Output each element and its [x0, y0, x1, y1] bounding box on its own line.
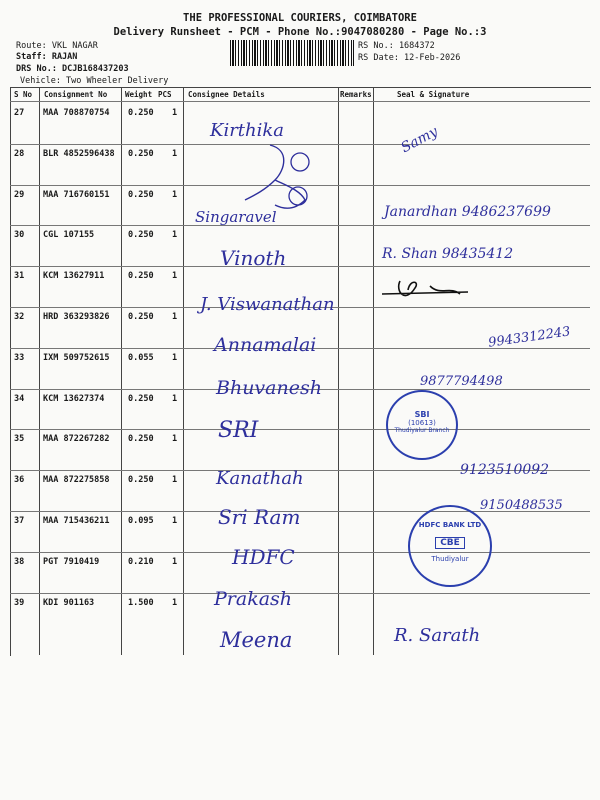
handwritten-name: J. Viswanathan: [200, 294, 335, 315]
handwritten-signature: 9877794498: [420, 374, 503, 389]
cell-consignment: HRD 363293826: [43, 312, 110, 322]
handwritten-name: Annamalai: [214, 334, 317, 356]
row-divider: [10, 552, 590, 553]
row-divider: [10, 225, 590, 226]
cell-weight: 1.500: [128, 597, 154, 608]
drs-number: DRS No.: DCJB168437203: [16, 64, 129, 74]
cell-weight: 0.250: [128, 271, 154, 282]
cell-sno: 38: [14, 556, 25, 567]
sbi-stamp-name: SBI: [414, 410, 430, 419]
header-rule: [10, 101, 590, 102]
column-divider: [39, 87, 40, 655]
column-divider: [183, 87, 184, 655]
header-weight: Weight: [125, 90, 153, 99]
handwritten-name: SRI: [218, 418, 259, 443]
hdfc-stamp-code: CBE: [435, 537, 465, 549]
route-label: Route: VKL NAGAR: [16, 41, 98, 51]
cell-weight: 0.250: [128, 108, 154, 118]
handwritten-signature: 9123510092: [460, 462, 550, 478]
cell-pcs: 1: [172, 556, 178, 567]
cell-consignment: PGT 7910419: [43, 556, 100, 567]
handwritten-name: Meena: [220, 628, 293, 652]
column-divider: [121, 87, 122, 655]
handwritten-name: Kanathah: [216, 468, 304, 489]
handwritten-name: Prakash: [214, 588, 293, 610]
cell-consignment: MAA 716760151: [43, 189, 110, 200]
header-pcs: PCS: [158, 90, 172, 99]
cell-sno: 37: [14, 516, 25, 526]
column-divider: [338, 87, 339, 655]
cell-sno: 27: [14, 108, 25, 118]
handwritten-name: Kirthika: [210, 120, 285, 141]
hdfc-stamp-name: HDFC BANK LTD: [418, 521, 482, 529]
cell-consignment: MAA 872275858: [43, 475, 110, 486]
cell-pcs: 1: [172, 230, 178, 241]
cell-weight: 0.250: [128, 189, 154, 200]
cell-pcs: 1: [172, 393, 178, 404]
handwritten-name: HDFC: [232, 545, 295, 569]
cell-sno: 34: [14, 393, 25, 404]
cell-pcs: 1: [172, 352, 178, 363]
row-divider: [10, 593, 590, 594]
staff-label: Staff: RAJAN: [16, 52, 78, 62]
cell-consignment: CGL 107155: [43, 230, 95, 241]
cell-consignment: KCM 13627374: [43, 393, 105, 404]
cell-pcs: 1: [172, 434, 178, 445]
handwritten-name: Vinoth: [220, 246, 287, 270]
runsheet-subtitle: Delivery Runsheet - PCM - Phone No.:9047080280 - Page No.:3: [113, 26, 487, 38]
cell-sno: 28: [14, 148, 25, 159]
cell-sno: 31: [14, 271, 25, 282]
sbi-stamp-code: (10613): [408, 419, 436, 427]
cell-consignment: KCM 13627911: [43, 271, 105, 282]
column-divider: [373, 87, 374, 655]
cell-consignment: MAA 872267282: [43, 434, 110, 445]
handwritten-scribble: [215, 140, 325, 220]
hdfc-stamp-branch: Thudiyalur: [431, 555, 469, 563]
handwritten-signature: Samy: [398, 123, 441, 157]
cell-pcs: 1: [172, 597, 178, 608]
cell-pcs: 1: [172, 475, 178, 486]
cell-sno: 36: [14, 475, 25, 486]
cell-weight: 0.250: [128, 312, 154, 322]
sbi-stamp-branch: Thudiyalur Branch: [394, 427, 450, 434]
handwritten-signature: R. Shan 98435412: [382, 246, 514, 262]
cell-sno: 35: [14, 434, 25, 445]
cell-weight: 0.250: [128, 434, 154, 445]
handwritten-name: Bhuvanesh: [216, 377, 322, 399]
vehicle-label: Vehicle: Two Wheeler Delivery: [20, 76, 169, 86]
rs-date: RS Date: 12-Feb-2026: [358, 53, 461, 63]
barcode: [230, 40, 354, 66]
cell-sno: 32: [14, 312, 25, 322]
cell-weight: 0.250: [128, 393, 154, 404]
handwritten-signature: 9943312243: [487, 324, 572, 351]
row-divider: [10, 266, 590, 267]
handwritten-signature: 9150488535: [480, 498, 563, 513]
rs-number: RS No.: 1684372: [358, 41, 435, 51]
cell-pcs: 1: [172, 148, 178, 159]
cell-pcs: 1: [172, 516, 178, 526]
cell-sno: 29: [14, 189, 25, 200]
row-divider: [10, 429, 590, 430]
cell-pcs: 1: [172, 108, 178, 118]
handwritten-signature: Janardhan 9486237699: [384, 204, 551, 220]
header-remarks: Remarks: [340, 90, 372, 99]
header-consignment: Consignment No: [44, 90, 108, 99]
cell-weight: 0.250: [128, 148, 154, 159]
cell-weight: 0.210: [128, 556, 154, 567]
hdfc-stamp: [408, 505, 492, 587]
signature-scribble: [380, 276, 470, 306]
cell-pcs: 1: [172, 271, 178, 282]
cell-sno: 33: [14, 352, 25, 363]
handwritten-signature: R. Sarath: [394, 625, 481, 646]
header-consignee: Consignee Details: [188, 90, 265, 99]
sbi-stamp: [386, 390, 458, 460]
cell-pcs: 1: [172, 189, 178, 200]
cell-weight: 0.250: [128, 475, 154, 486]
header-signature: Seal & Signature: [397, 90, 470, 99]
handwritten-name: Singaravel: [195, 208, 277, 226]
cell-consignment: IXM 509752615: [43, 352, 110, 363]
cell-weight: 0.055: [128, 352, 154, 363]
cell-consignment: MAA 715436211: [43, 516, 110, 526]
cell-consignment: KDI 901163: [43, 597, 95, 608]
cell-consignment: MAA 708870754: [43, 108, 110, 118]
cell-consignment: BLR 4852596438: [43, 148, 115, 159]
cell-pcs: 1: [172, 312, 178, 322]
cell-sno: 39: [14, 597, 25, 608]
header-sno: S No: [14, 90, 33, 99]
cell-weight: 0.250: [128, 230, 154, 241]
cell-weight: 0.095: [128, 516, 154, 526]
handwritten-name: Sri Ram: [218, 505, 301, 529]
cell-sno: 30: [14, 230, 25, 241]
runsheet-title: THE PROFESSIONAL COURIERS, COIMBATORE: [183, 12, 417, 24]
